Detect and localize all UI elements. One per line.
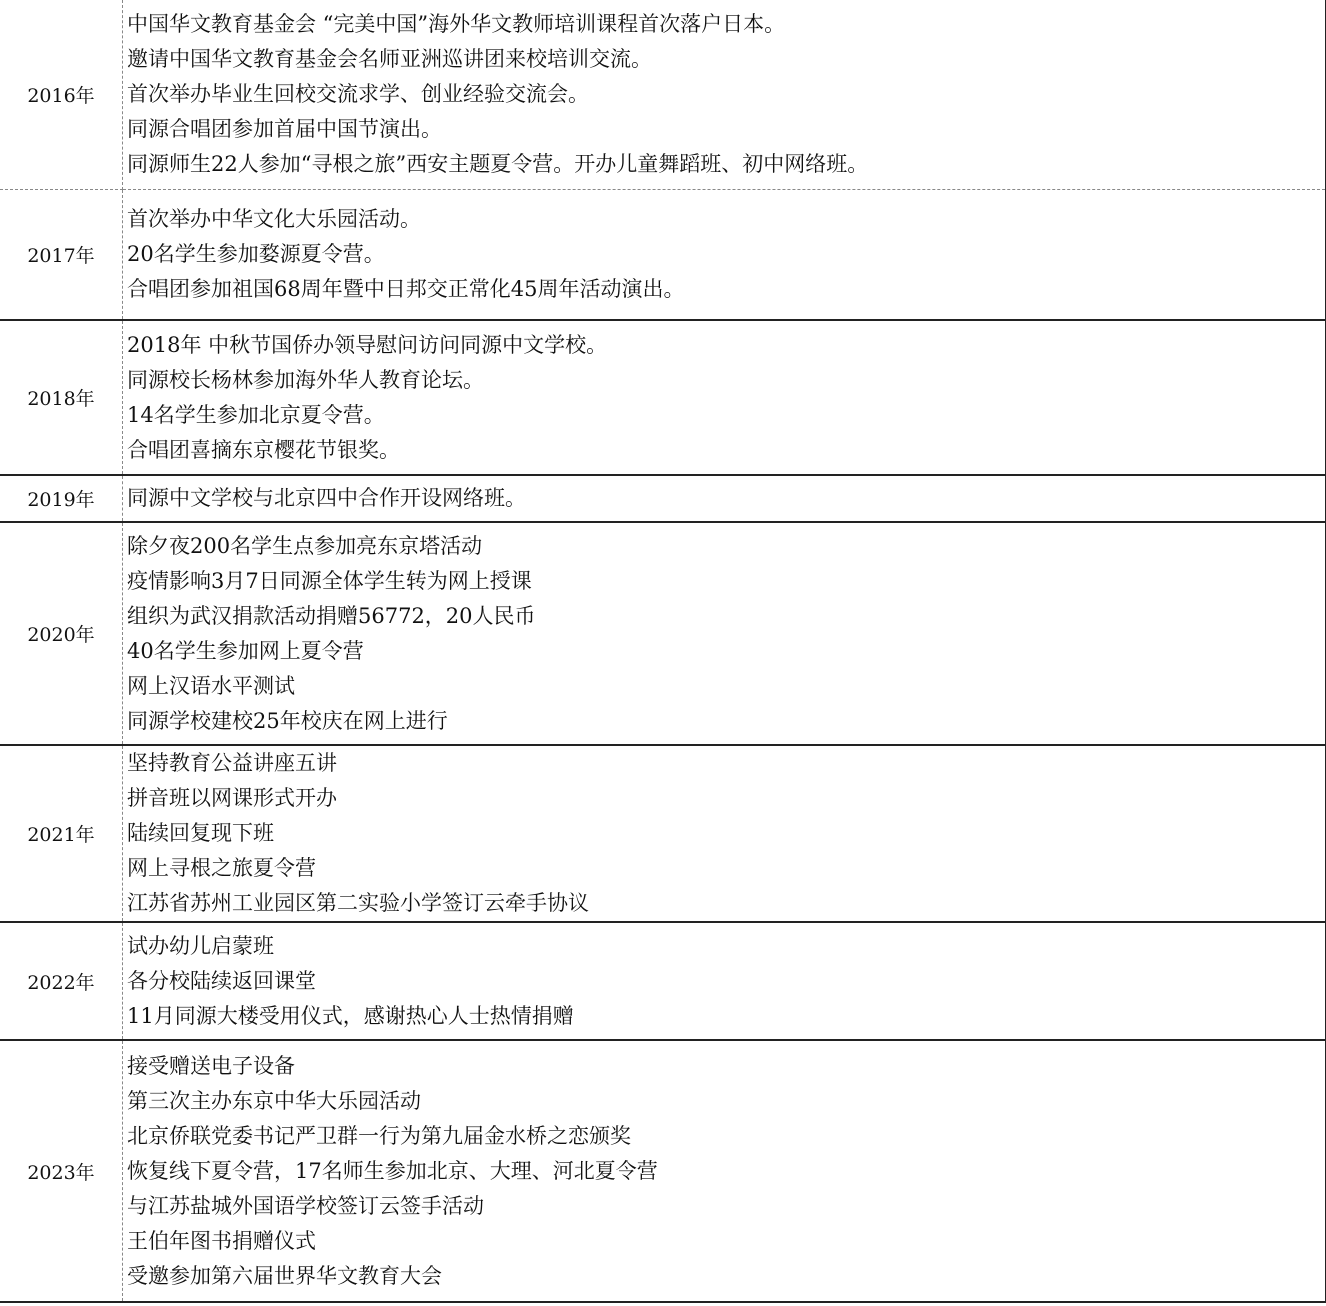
event-line: 除夕夜200名学生点参加亮东京塔活动 <box>127 533 483 558</box>
year-cell: 2019年 <box>0 475 123 522</box>
event-line: 各分校陆续返回课堂 <box>127 968 316 993</box>
event-line: 第三次主办东京中华大乐园活动 <box>127 1088 421 1113</box>
event-line: 11月同源大楼受用仪式，感谢热心人士热情捐赠 <box>127 1003 574 1028</box>
year-cell: 2022年 <box>0 922 123 1040</box>
event-line: 合唱团参加祖国68周年暨中日邦交正常化45周年活动演出。 <box>127 276 685 301</box>
events-cell <box>123 320 1326 475</box>
event-line: 20名学生参加婺源夏令营。 <box>127 241 385 266</box>
events-cell <box>123 189 1326 320</box>
event-line: 拼音班以网课形式开办 <box>127 786 337 810</box>
event-line: 与江苏盐城外国语学校签订云签手活动 <box>127 1193 484 1218</box>
year-cell: 2016年 <box>0 0 123 189</box>
table-row <box>0 922 1326 1040</box>
event-line: 组织为武汉捐款活动捐赠56772，20人民币 <box>127 603 536 628</box>
event-line: 同源师生22人参加“寻根之旅”西安主题夏令营。开办儿童舞蹈班、初中网络班。 <box>127 151 869 176</box>
event-line: 同源校长杨林参加海外华人教育论坛。 <box>127 367 484 392</box>
year-cell: 2017年 <box>0 189 123 320</box>
event-line: 2018年 中秋节国侨办领导慰问访问同源中文学校。 <box>127 332 608 357</box>
table-row <box>0 475 1326 522</box>
events-cell <box>123 745 1326 922</box>
event-line: 接受赠送电子设备 <box>127 1053 295 1078</box>
table-row <box>0 189 1326 320</box>
event-line: 邀请中国华文教育基金会名师亚洲巡讲团来校培训交流。 <box>127 46 652 71</box>
event-line: 中国华文教育基金会 “完美中国”海外华文教师培训课程首次落户日本。 <box>127 11 786 36</box>
event-line: 首次举办中华文化大乐园活动。 <box>127 206 421 231</box>
event-line: 同源学校建校25年校庆在网上进行 <box>127 708 448 733</box>
table-row <box>0 745 1326 922</box>
event-line: 受邀参加第六届世界华文教育大会 <box>127 1263 442 1288</box>
event-line: 恢复线下夏令营，17名师生参加北京、大理、河北夏令营 <box>127 1158 658 1183</box>
table-row <box>0 522 1326 745</box>
event-line: 网上汉语水平测试 <box>127 673 295 698</box>
event-line: 14名学生参加北京夏令营。 <box>127 402 385 427</box>
event-line: 北京侨联党委书记严卫群一行为第九届金水桥之恋颁奖 <box>127 1123 631 1148</box>
event-line: 同源合唱团参加首届中国节演出。 <box>127 116 442 141</box>
year-cell: 2021年 <box>0 745 123 922</box>
event-line: 陆续回复现下班 <box>127 821 274 845</box>
event-line: 40名学生参加网上夏令营 <box>127 638 364 663</box>
table-row <box>0 0 1326 189</box>
event-line: 首次举办毕业生回校交流求学、创业经验交流会。 <box>127 81 589 106</box>
events-cell <box>123 475 1326 522</box>
table-row <box>0 1040 1326 1302</box>
event-line: 江苏省苏州工业园区第二实验小学签订云牵手协议 <box>127 891 589 915</box>
event-line: 王伯年图书捐赠仪式 <box>127 1228 316 1253</box>
year-cell: 2018年 <box>0 320 123 475</box>
year-cell: 2023年 <box>0 1040 123 1302</box>
events-cell <box>123 1040 1326 1302</box>
event-line: 合唱团喜摘东京樱花节银奖。 <box>127 437 400 462</box>
events-cell <box>123 922 1326 1040</box>
events-cell <box>123 0 1326 189</box>
event-line: 同源中文学校与北京四中合作开设网络班。 <box>127 486 526 510</box>
event-line: 网上寻根之旅夏令营 <box>127 856 316 880</box>
events-cell <box>123 522 1326 745</box>
year-cell: 2020年 <box>0 522 123 745</box>
event-line: 坚持教育公益讲座五讲 <box>127 751 337 775</box>
table-row <box>0 320 1326 475</box>
event-line: 疫情影响3月7日同源全体学生转为网上授课 <box>127 568 532 593</box>
event-line: 试办幼儿启蒙班 <box>127 933 274 958</box>
